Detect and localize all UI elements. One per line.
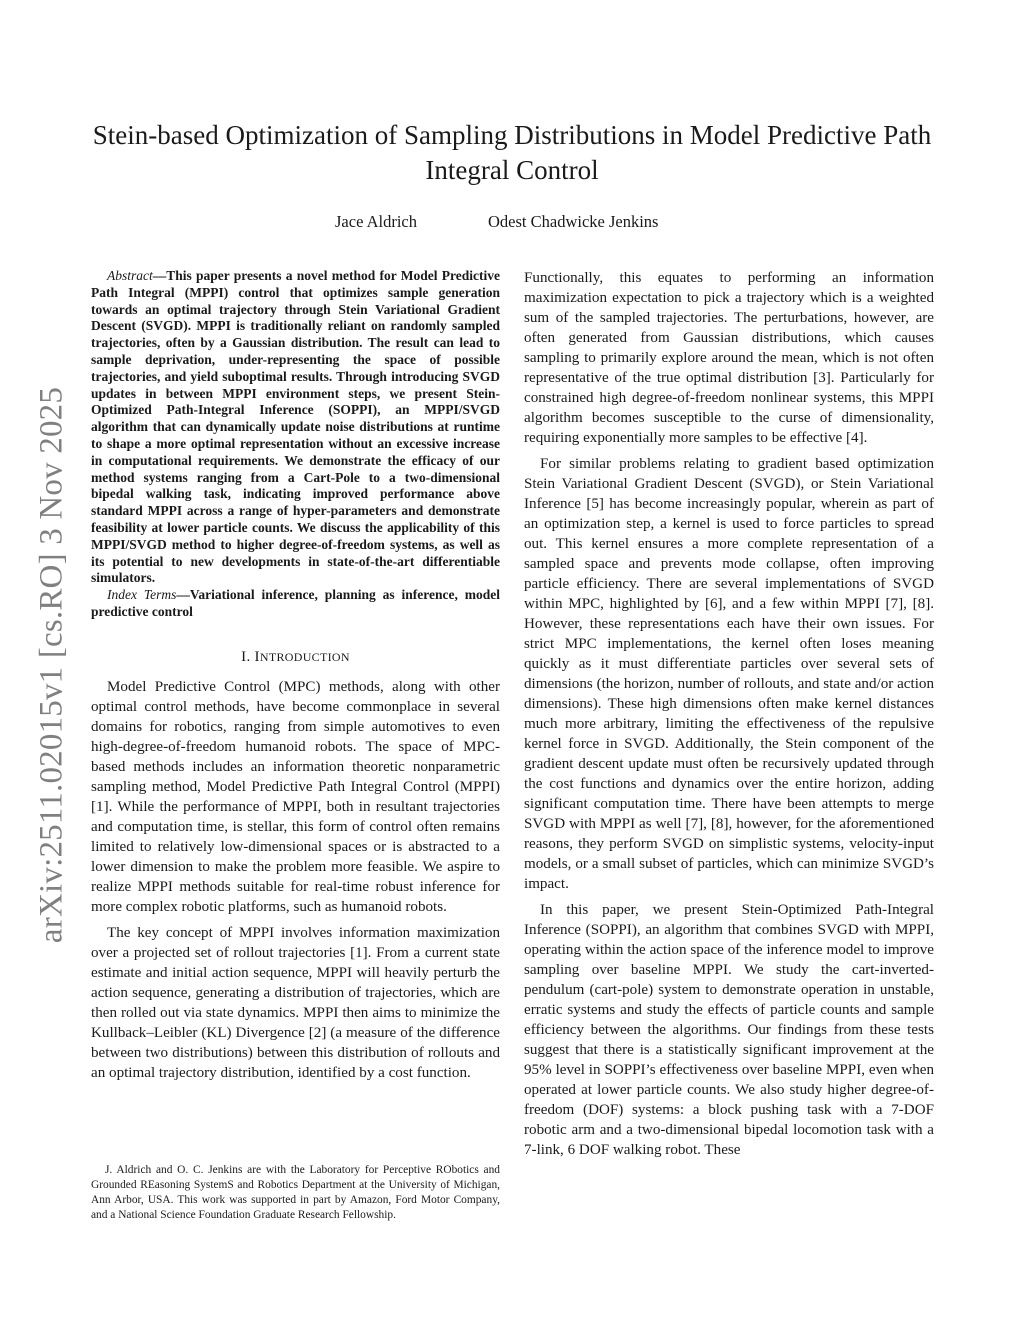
paragraph: For similar problems relating to gradient based optimization Stein Variational Gradient Descent (SVGD), or Stein Variational Inference [5] has become increasingly popular, wherein as part of an optimization step, a kernel is used to force particles to spread out. This kernel ensures a more complete representation of a sampled space and prevents mode collapse, often improving particle efficiency. There are several implementations of SVGD within MPC, highlighted by [6], and a few within MPPI [7], [8]. However, these representations each have their own issues. For strict MPC implementations, the kernel often loses meaning quickly as it must differentiate particles over several sets of dimensions (the horizon, number of rollouts, and state and/or action dimensions). These high dimensions often make kernel distances much more arbitrary, limiting the effectiveness of the repulsive kernel force in SVGD. Additionally, the Stein component of the gradient descent update must often be recursively updated through the cost functions and dynamics over the entire horizon, adding significant computation time. There have been attempts to merge SVGD with MPPI as well [7], [8], however, for the aforementioned reasons, they perform SVGD on simplistic systems, velocity-input models, or a small subset of particles, which can minimize SVGD’s impact.: [524, 456, 934, 892]
paragraph: Model Predictive Control (MPC) methods, along with other optimal control methods, have become commonplace in several domains for robotics, ranging from simple automotives to even high-degree-of-freedom humanoid robots. The space of MPC-based methods includes an information theoretic nonparametric sampling method, Model Predictive Path Integral Control (MPPI) [1]. While the performance of MPPI, both in resultant trajectories and computation time, is stellar, this form of control often remains limited to relatively low-dimensional spaces or is abstracted to a lower dimension to make the problem more feasible. We aspire to realize MPPI methods suitable for real-time robust inference for more complex robotic platforms, such as humanoid robots.: [91, 678, 500, 915]
abstract: [91, 268, 500, 587]
paragraph: Functionally, this equates to performing an information maximization expectation to pick a trajectory which is a weighted sum of the sampled trajectories. The perturbations, however, are often generated from Gaussian distributions, which causes sampling to primarily explore around the mean, which is not often representative of the true optimal distribution [3]. Particularly for constrained high degree-of-freedom nonlinear systems, this MPPI algorithm becomes susceptible to the curse of dimensionality, requiring exponentially more samples to be effective [4].: [524, 270, 934, 446]
author-name: Odest Chadwicke Jenkins: [488, 212, 659, 231]
abstract-label: Abstract: [107, 268, 153, 283]
paper-title: Stein-based Optimization of Sampling Distributions in Model Predictive Path Integral Control: [92, 120, 932, 185]
right-column: [524, 268, 934, 1160]
paragraph: The key concept of MPPI involves information maximization over a projected set of rollout trajectories [1]. From a current state estimate and initial action sequence, MPPI will heavily perturb the action sequence, generating a distribution of trajectories, which are then rolled out via state dynamics. MPPI then aims to minimize the Kullback–Leibler (KL) Divergence [2] (a measure of the difference between two distributions) between this distribution of rollouts and an optimal trajectory distribution, identified by a cost function.: [91, 924, 500, 1081]
index-terms-label: Index Terms: [107, 587, 177, 603]
author-name: Jace Aldrich: [335, 212, 418, 231]
footnote: J. Aldrich and O. C. Jenkins are with the Laboratory for Perceptive RObotics and Grounded REasoning SystemS and Robotics Department at the University of Michigan, Ann Arbor, USA. This work was supported in part by Amazon, Ford Motor Company, and a National Science Foundation Graduate Research Fellowship.: [91, 1164, 500, 1221]
index-terms-text: —Variational inference, planning as inference, model predictive control: [91, 587, 500, 619]
index-terms: [91, 587, 500, 621]
section-heading: I. INTRODUCTION: [241, 648, 350, 665]
left-column: [91, 268, 500, 1083]
abstract-text: —This paper presents a novel method for Model Predictive Path Integral (MPPI) control that optimizes sample generation towards an optimal trajectory through Stein Variational Gradient Descent (SVGD). MPPI is traditionally reliant on randomly sampled trajectories, often by a Gaussian distribution. The result can lead to sample deprivation, under-representing the space of possible trajectories, and yield suboptimal results. Through introducing SVGD updates in between MPPI environment steps, we present Stein-Optimized Path-Integral Inference (SOPPI), an MPPI/SVGD algorithm that can dynamically update noise distributions at runtime to shape a more optimal representation without an excessive increase in computational requirements. We demonstrate the efficacy of our method systems ranging from a Cart-Pole to a two-dimensional bipedal walking task, indicating improved performance above standard MPPI across a range of hyper-parameters and demonstrate feasibility at lower particle counts. We discuss the applicability of this MPPI/SVGD method to higher degree-of-freedom systems, as well as its potential to new developments in state-of-the-art differentiable simulators.: [91, 268, 500, 586]
arxiv-identifier: arXiv:2511.02015v1 [cs.RO] 3 Nov 2025: [33, 386, 70, 944]
paragraph: In this paper, we present Stein-Optimized Path-Integral Inference (SOPPI), an algorithm that combines SVGD with MPPI, operating within the action space of the inference model to improve sampling over baseline MPPI. We study the cart-inverted-pendulum (cart-pole) system to demonstrate operation in unstable, erratic systems and study the effects of particle counts and sample efficiency between the algorithms. Our findings from these tests suggest that there is a statistically significant improvement at the 95% level in SOPPI’s effectiveness over baseline MPPI, even when operated at lower particle counts. We also study higher degree-of-freedom (DOF) systems: a block pushing task with a 7-DOF robotic arm and a two-dimensional bipedal locomotion task with a 7-link, 6 DOF walking robot. These: [524, 902, 934, 1158]
